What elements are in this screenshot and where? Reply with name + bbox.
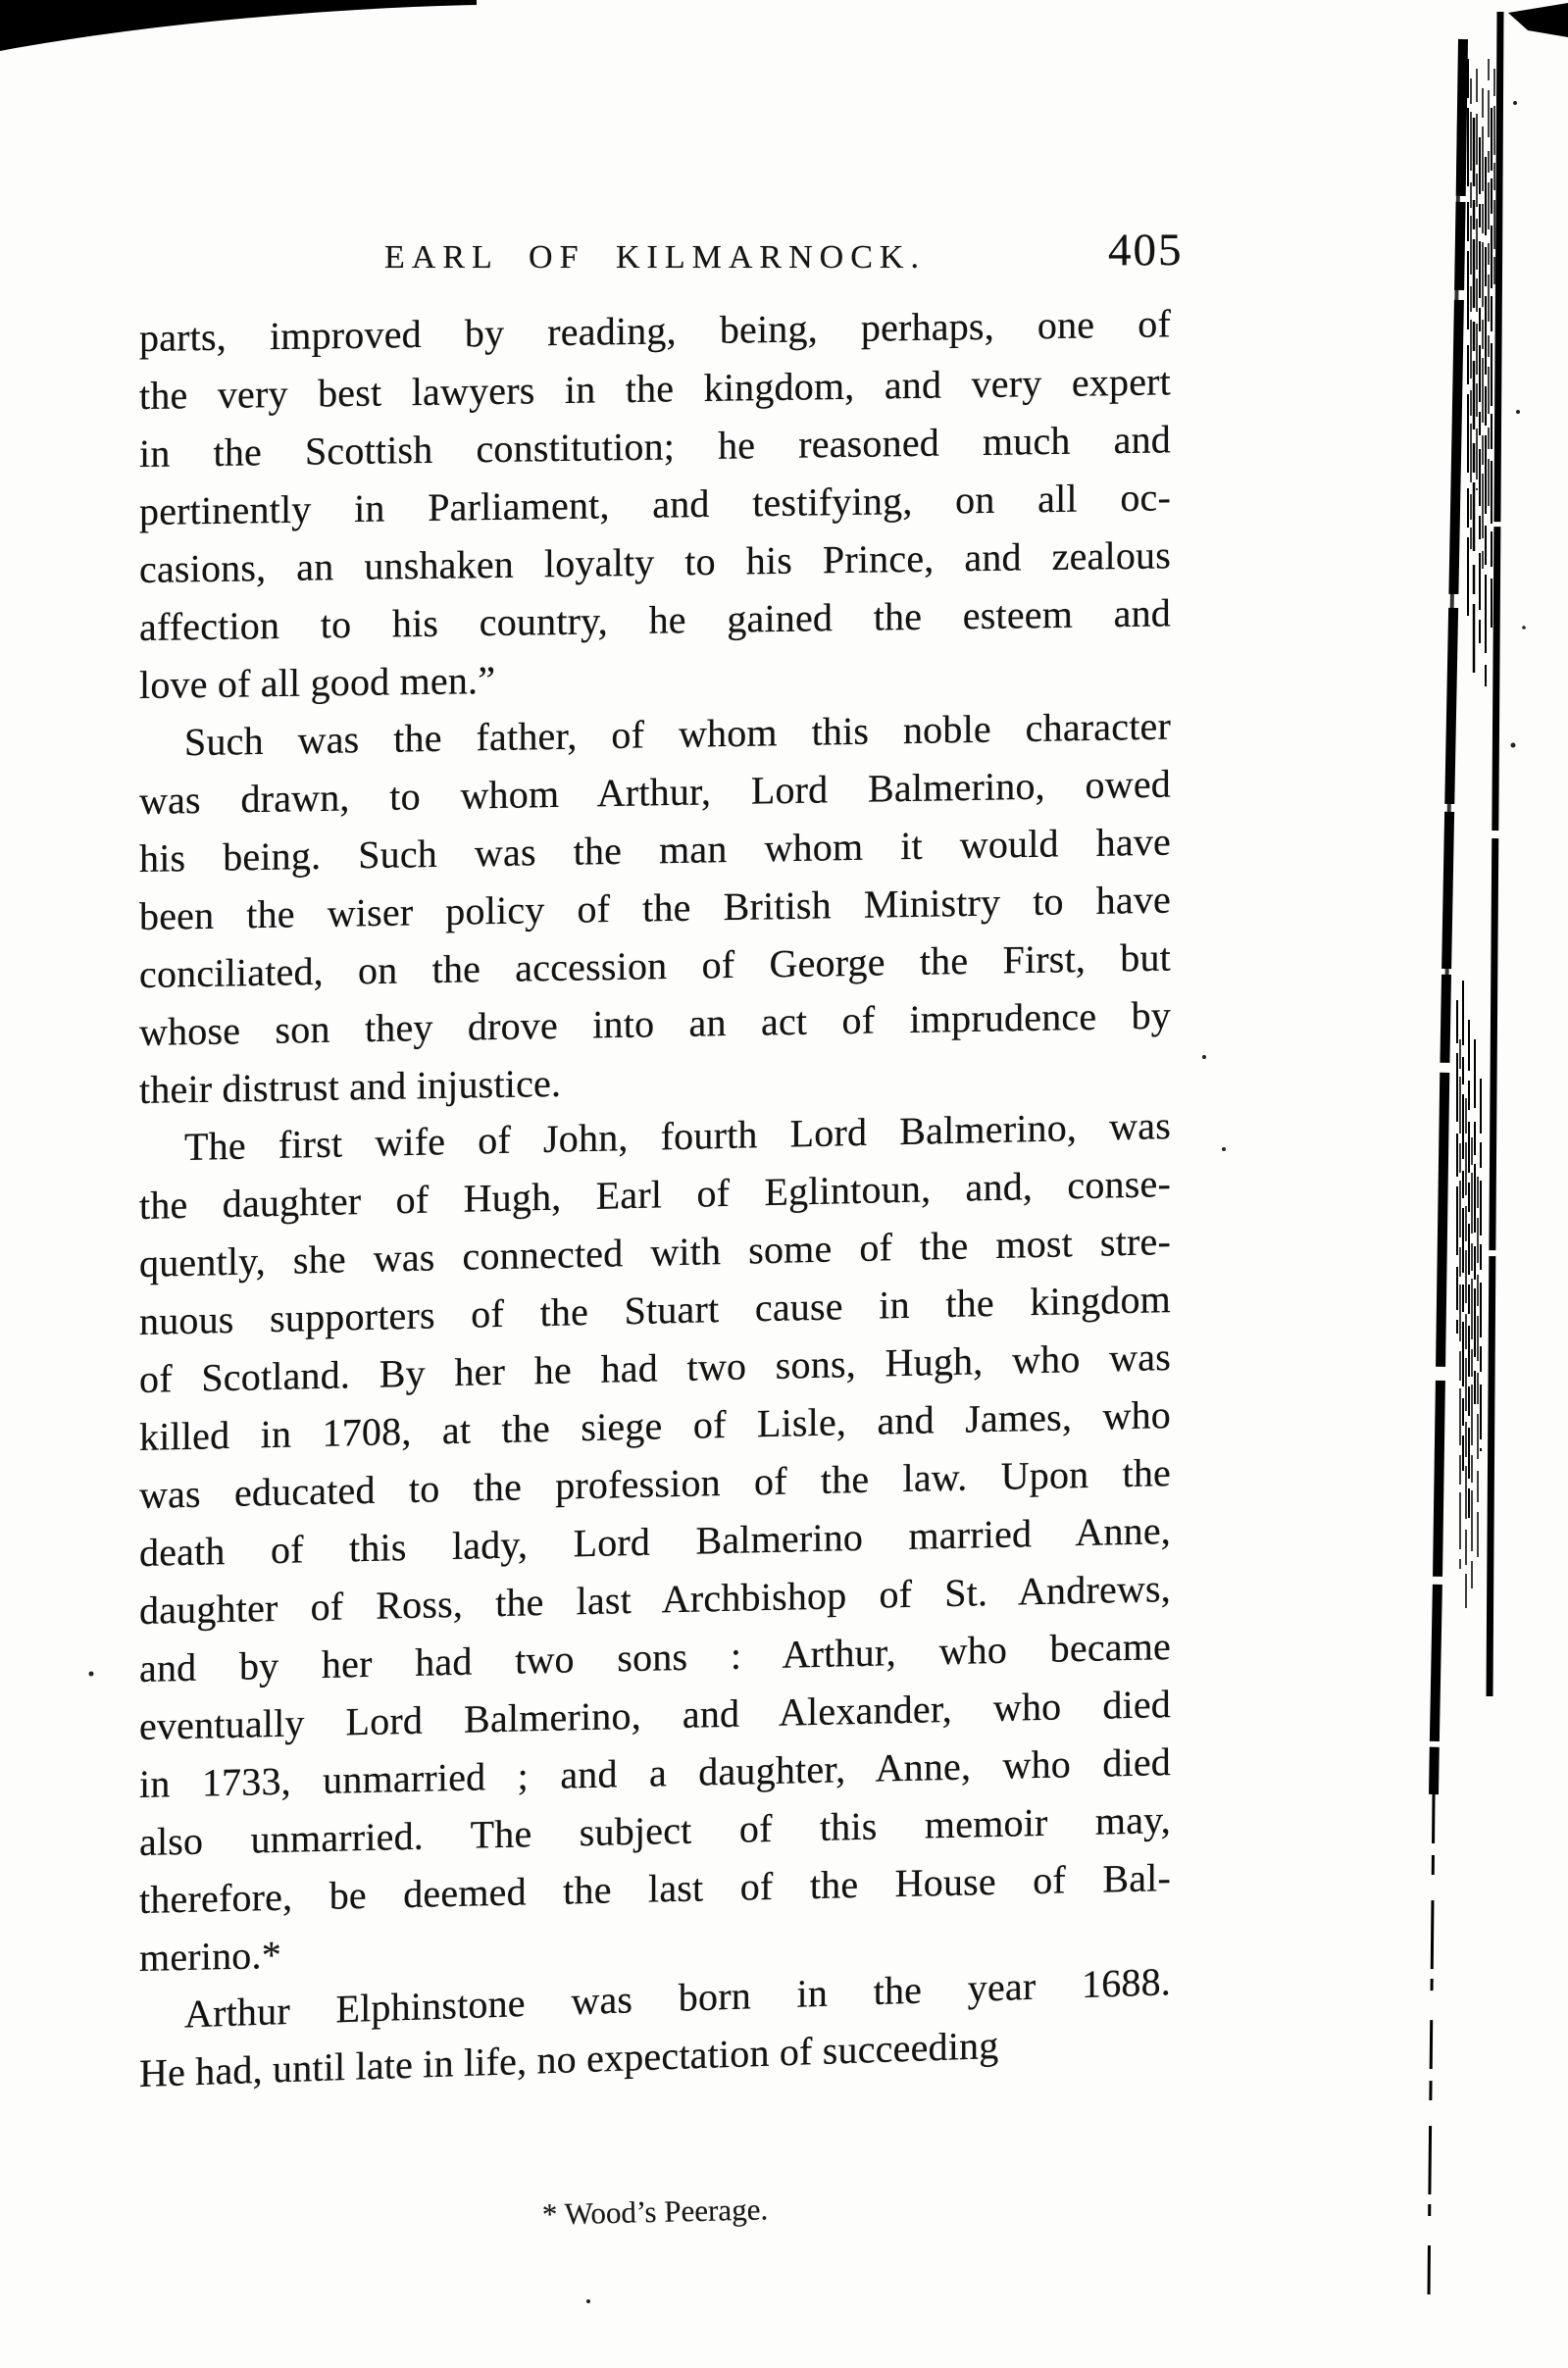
text-line: conciliated, on the accession of George the First, but: [139, 934, 1171, 996]
paragraph: [139, 1096, 1171, 1987]
footnote: * Wood’s Peerage.: [541, 2192, 769, 2232]
text-line: was educated to the profession of the law. Upon the: [139, 1450, 1171, 1517]
text-line: affection to his country, he gained the esteem and: [139, 590, 1171, 649]
running-header-title: EARL OF KILMARNOCK.: [384, 239, 926, 276]
text-line: therefore, be deemed the last of the House of Bal-: [139, 1855, 1171, 1922]
text-line: the daughter of Hugh, Earl of Eglintoun, and, conse-: [139, 1161, 1171, 1228]
scan-artifact-top-right-blob: [1508, 3, 1568, 37]
text-line: merino.*: [139, 1932, 281, 1980]
text-line: the very best lawyers in the kingdom, and very expert: [139, 359, 1171, 418]
text-line: was drawn, to whom Arthur, Lord Balmerino, owed: [139, 761, 1171, 823]
text-line: of Scotland. By her he had two sons, Hugh, who was: [139, 1335, 1171, 1401]
text-line: in the Scottish constitution; he reasoned much and: [139, 417, 1171, 476]
text-line: The first wife of John, fourth Lord Balmerino, was: [184, 1103, 1171, 1169]
text-line: their distrust and injustice.: [139, 1060, 562, 1112]
text-line: death of this lady, Lord Balmerino married Anne,: [139, 1508, 1171, 1575]
text-line: whose son they drove into an act of imprudence by: [139, 992, 1171, 1054]
text-line: parts, improved by reading, being, perhaps, one of: [139, 301, 1171, 360]
text-line: casions, an unshaken loyalty to his Prince, and zealous: [139, 532, 1171, 591]
text-line: his being. Such was the man whom it would have: [139, 819, 1171, 881]
text-line: quently, she was connected with some of the most stre-: [139, 1219, 1171, 1285]
scan-artifact-top-left-wedge: [0, 0, 477, 51]
binding-shadow: [1429, 12, 1500, 2299]
paragraph: [139, 697, 1171, 1119]
text-line: Such was the father, of whom this noble character: [184, 703, 1171, 765]
text-line: nuous supporters of the Stuart cause in the kingdom: [139, 1277, 1171, 1343]
body-text: [139, 294, 1171, 2102]
text-line: Arthur Elphinstone was born in the year 1688.: [184, 1959, 1171, 2037]
text-line: killed in 1708, at the siege of Lisle, and James, who: [139, 1392, 1171, 1459]
running-header: [139, 233, 1171, 292]
text-line: and by her had two sons : Arthur, who became: [139, 1624, 1171, 1690]
text-line: love of all good men.”: [139, 657, 496, 707]
text-line: pertinently in Parliament, and testifying, on all oc-: [139, 475, 1171, 533]
text-line: in 1733, unmarried ; and a daughter, Anne, who died: [139, 1739, 1171, 1806]
text-line: He had, until late in life, no expectation of succeeding: [139, 2022, 999, 2095]
text-line: eventually Lord Balmerino, and Alexander, who died: [139, 1682, 1171, 1748]
text-line: also unmarried. The subject of this memoir may,: [139, 1797, 1171, 1864]
text-line: been the wiser policy of the British Ministry to have: [139, 877, 1171, 938]
paragraph: [139, 294, 1171, 714]
text-line: daughter of Ross, the last Archbishop of St. Andrews,: [139, 1566, 1171, 1633]
page-number: 405: [1108, 225, 1184, 276]
